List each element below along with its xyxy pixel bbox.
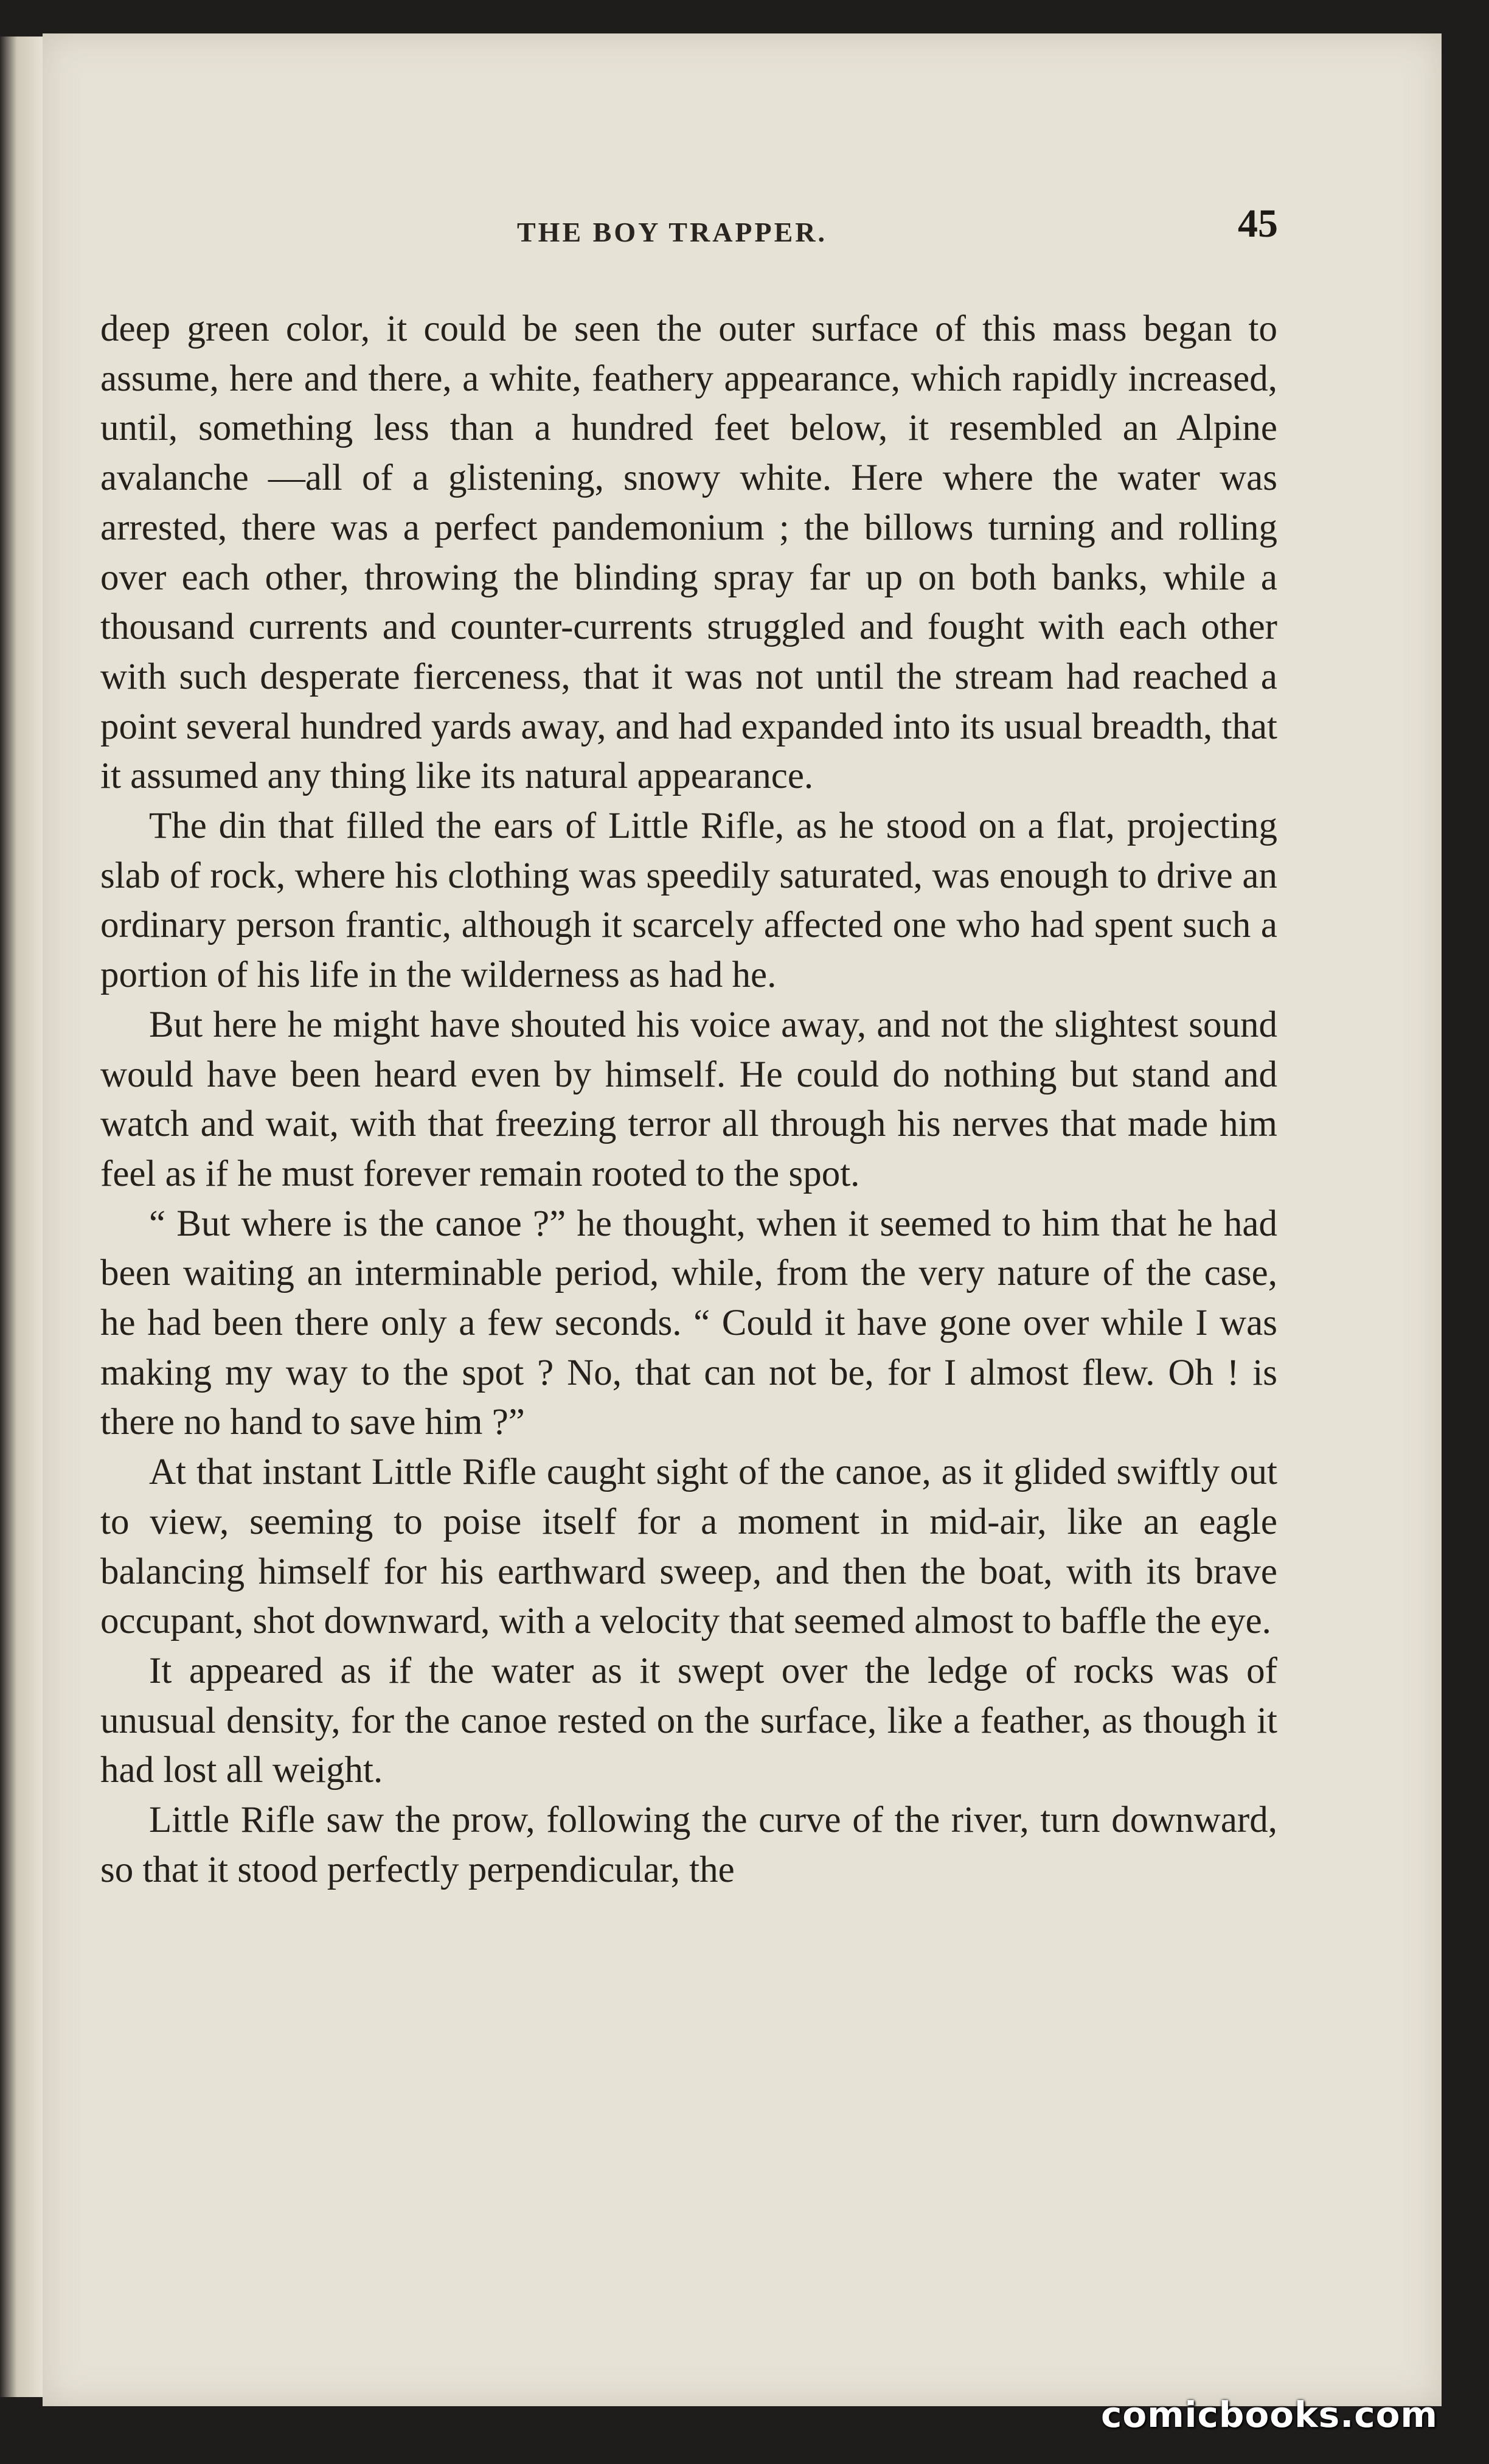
left-page-edge [0, 37, 43, 2397]
paragraph-3: But here he might have shouted his voice away, and not the slightest sound would have been heard even by himself. He could do nothing but stand and watch and wait, with that freezing terror all through his nerves that made him feel as if he must forever remain rooted to the spot. [100, 1004, 1277, 1194]
paragraph-2: The din that filled the ears of Little Rifle, as he stood on a flat, projecting slab of rock, where his clothing was speedily saturated, was enough to drive an ordinary person frantic, although it scarcely affected one who had spent such a portion of his life in the wilderness as had he. [100, 806, 1277, 996]
book-page [43, 33, 1442, 2406]
running-title: THE BOY TRAPPER. [517, 217, 828, 248]
body-text [100, 304, 1277, 1895]
paragraph-5: At that instant Little Rifle caught sight of the canoe, as it glided swiftly out to view, seeming to poise itself for a moment in mid-air, like an eagle balancing himself for his earthward sweep, and then the boat, with its brave occupant, shot downward, with a velocity that seemed almost to baffle the eye. [100, 1452, 1277, 1642]
page-number: 45 [1238, 201, 1278, 246]
watermark: comicbooks.com [1101, 2394, 1438, 2435]
paragraph-7: Little Rifle saw the prow, following the curve of the river, turn downward, so that it stood perfectly perpendicular, the [100, 1800, 1277, 1890]
paragraph-1: deep green color, it could be seen the outer surface of this mass began to assume, here and there, a white, feathery appearance, which rapidly increased, until, something less than a hundred feet below, it resembled an Alpine avalanche —all of a glistening, snowy white. Here where the water was arrested, there was a perfect pandemonium ; the billows turning and rolling over each other, throwing the blinding spray far up on both banks, while a thousand currents and counter-currents struggled and fought with each other with such desperate fierceness, that it was not until the stream had reached a point several hundred yards away, and had expanded into its usual breadth, that it assumed any thing like its natural appearance. [100, 308, 1277, 797]
paragraph-4: “ But where is the canoe ?” he thought, when it seemed to him that he had been waiting an interminable period, while, from the very nature of the case, he had been there only a few seconds. “ Could it have gone over while I was making my way to the spot ? No, that can not be, for I almost flew. Oh ! is there no hand to save him ?” [100, 1203, 1277, 1443]
paragraph-6: It appeared as if the water as it swept over the ledge of rocks was of unusual density, for the canoe rested on the surface, like a feather, as though it had lost all weight. [100, 1650, 1277, 1791]
running-head [43, 179, 1442, 248]
